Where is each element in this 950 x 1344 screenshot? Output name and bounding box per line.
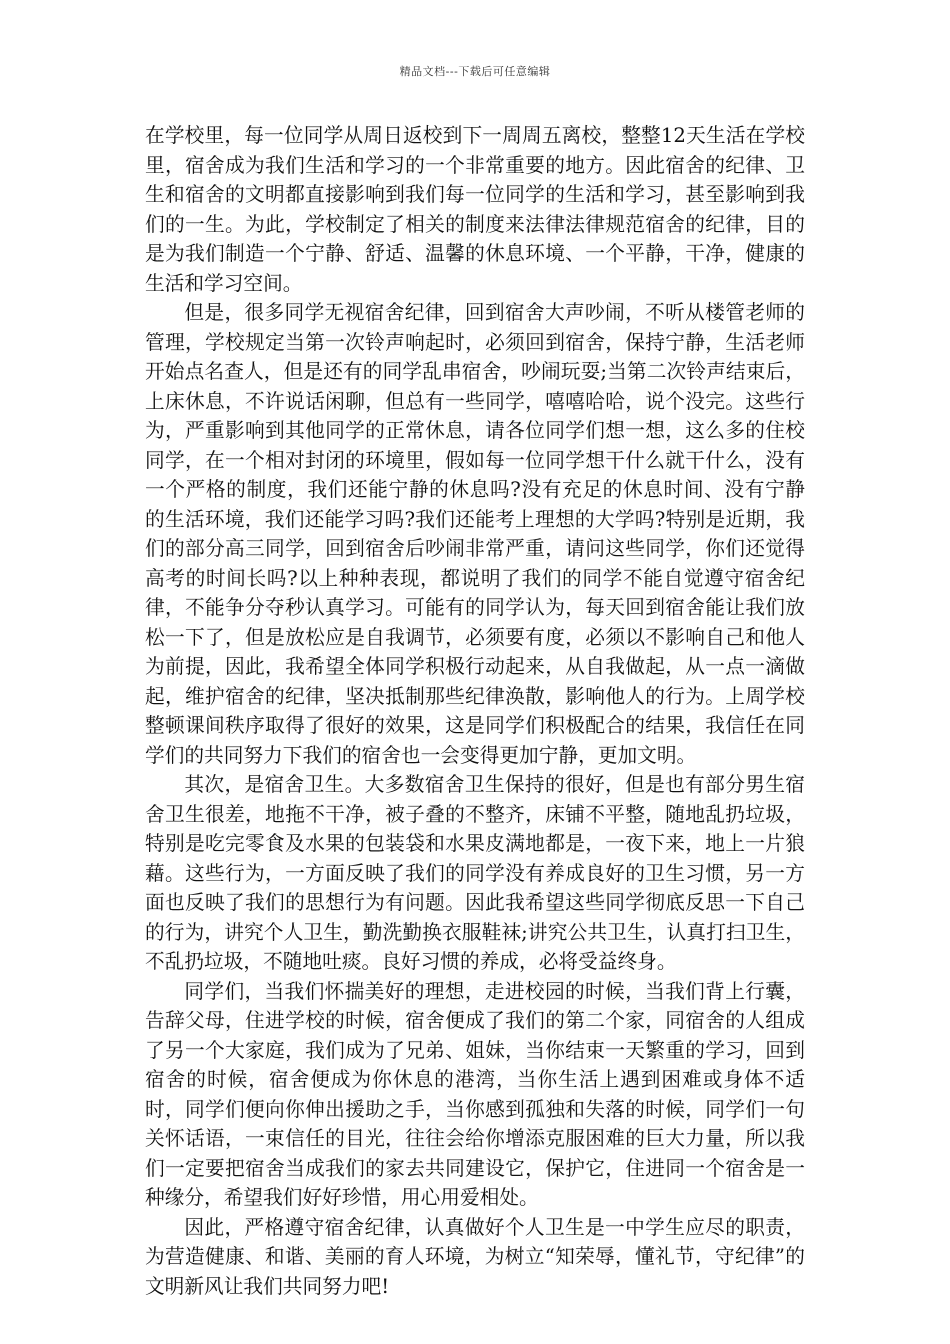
paragraph-3: 其次，是宿舍卫生。大多数宿舍卫生保持的很好，但是也有部分男生宿舍卫生很差，地拖不干净，被子叠的不整齐，床铺不平整，随地乱扔垃圾，特别是吃完零食及水果的包装袋和水果皮满地都是，一夜下来，地上一片狼藉。这些行为，一方面反映了我们的同学没有养成良好的卫生习惯，另一方面也反映了我们的思想行为有问题。因此我希望这些同学彻底反思一下自己的行为，讲究个人卫生，勤洗勤换衣服鞋袜;讲究公共卫生，认真打扫卫生，不乱扔垃圾，不随地吐痰。良好习惯的养成，必将受益终身。	[145, 773, 805, 973]
paragraph-1: 在学校里，每一位同学从周日返校到下一周周五离校，整整12天生活在学校里，宿舍成为我们生活和学习的一个非常重要的地方。因此宿舍的纪律、卫生和宿舍的文明都直接影响到我们每一位同学的生活和学习，甚至影响到我们的一生。为此，学校制定了相关的制度来法律法律规范宿舍的纪律，目的是为我们制造一个宁静、舒适、温馨的休息环境、一个平静，干净，健康的生活和学习空间。	[145, 124, 805, 295]
paragraph-2: 但是，很多同学无视宿舍纪律，回到宿舍大声吵闹，不听从楼管老师的管理，学校规定当第一次铃声响起时，必须回到宿舍，保持宁静，生活老师开始点名查人，但是还有的同学乱串宿舍，吵闹玩耍;当第二次铃声结束后，上床休息，不许说话闲聊，但总有一些同学，嘻嘻哈哈，说个没完。这些行为，严重影响到其他同学的正常休息，请各位同学们想一想，这么多的住校同学，在一个相对封闭的环境里，假如每一位同学想干什么就干什么，没有一个严格的制度，我们还能宁静的休息吗?没有充足的休息时间、没有宁静的生活环境，我们还能学习吗?我们还能考上理想的大学吗?特别是近期，我们的部分高三同学，回到宿舍后吵闹非常严重，请问这些同学，你们还觉得高考的时间长吗?以上种种表现，都说明了我们的同学不能自觉遵守宿舍纪律，不能争分夺秒认真学习。可能有的同学认为，每天回到宿舍能让我们放松一下了，但是放松应是自我调节，必须要有度，必须以不影响自己和他人为前提，因此，我希望全体同学积极行动起来，从自我做起，从一点一滴做起，维护宿舍的纪律，坚决抵制那些纪律涣散，影响他人的行为。上周学校整顿课间秩序取得了很好的效果，这是同学们积极配合的结果，我信任在同学们的共同努力下我们的宿舍也一会变得更加宁静，更加文明。	[145, 301, 805, 767]
document-body	[145, 121, 805, 1301]
paragraph-5: 因此，严格遵守宿舍纪律，认真做好个人卫生是一中学生应尽的职责，为营造健康、和谐、美丽的育人环境，为树立“知荣辱，懂礼节，守纪律”的文明新风让我们共同努力吧!	[145, 1215, 805, 1298]
page-header: 精品文档---下载后可任意编辑	[399, 65, 551, 78]
paragraph-4: 同学们，当我们怀揣美好的理想，走进校园的时候，当我们背上行囊，告辞父母，住进学校的时候，宿舍便成了我们的第二个家，同宿舍的人组成了另一个大家庭，我们成为了兄弟、姐妹，当你结束一天繁重的学习，回到宿舍的时候，宿舍便成为你休息的港湾，当你生活上遇到困难或身体不适时，同学们便向你伸出援助之手，当你感到孤独和失落的时候，同学们一句关怀话语，一束信任的目光，往往会给你增添克服困难的巨大力量，所以我们一定要把宿舍当成我们的家去共同建设它，保护它，住进同一个宿舍是一种缘分，希望我们好好珍惜，用心用爱相处。	[145, 979, 805, 1209]
